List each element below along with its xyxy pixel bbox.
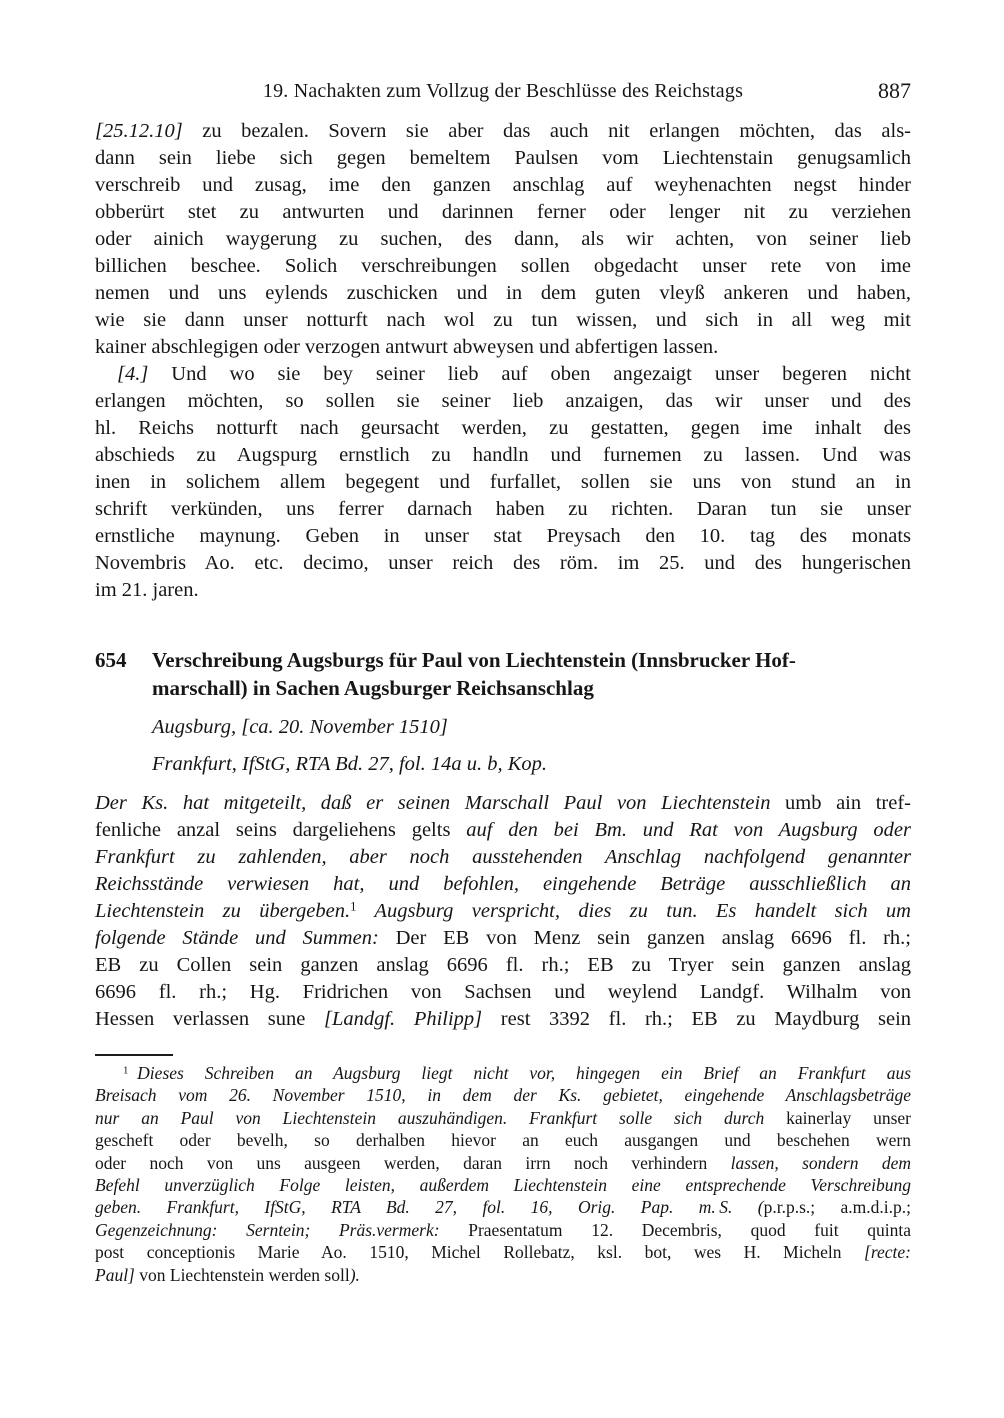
text-line (95, 1006, 911, 1033)
text-segment: hl. Reichs notturft nach geursacht werden, zu gestatten, gegen ime inhalt des (95, 417, 911, 439)
text-segment: erlangen möchten, so sollen sie seiner lieb anzaigen, das wir unser und des (95, 390, 911, 412)
text-segment: abschieds zu Augspurg ernstlich zu handln und furnemen zu lassen. Und was (95, 444, 911, 466)
text-segment: Und wo sie bey seiner lieb auf oben angezaigt unser begeren nicht (148, 363, 911, 385)
text-segment: 6696 fl. rh.; Hg. Fridrichen von Sachsen und weylend Landgf. Wilhalm von (95, 981, 911, 1003)
text-segment: Praesentatum 12. Decembris, quod fuit quinta (468, 1219, 911, 1240)
text-segment: nur an Paul von Liechtenstein auszuhändigen. Frankfurt solle sich durch (95, 1107, 787, 1128)
text-segment: billichen beschee. Solich verschreibungen sollen obgedacht unser rete von ime (95, 255, 911, 277)
text-segment: Gegenzeichnung: Serntein; Präs.vermerk: (95, 1219, 469, 1240)
text-line (95, 1264, 911, 1286)
text-segment: ernstliche maynung. Geben in unser stat Preysach den 10. tag des monats (95, 525, 911, 547)
footnote-area (95, 1054, 911, 1286)
text-segment: Frankfurt zu zahlenden, aber noch ausstehenden Anschlag nachfolgend genannter (95, 846, 911, 868)
text-line (95, 925, 911, 952)
text-line (95, 226, 911, 253)
text-segment: verschreib und zusag, ime den ganzen anschlag auf weyhenachten negst hinder (95, 174, 911, 196)
text-segment: Dieses Schreiben an Augsburg liegt nicht vor, hingegen ein Brief an Frankfurt aus (128, 1063, 911, 1083)
text-segment: post conceptionis Marie Ao. 1510, Michel Rollebatz, ksl. bot, wes H. Micheln (95, 1242, 865, 1263)
footnote-separator-rule (95, 1054, 173, 1056)
text-segment: oder noch von uns ausgeen werden, daran irrn noch verhindern (95, 1152, 731, 1173)
text-segment: p.r.p.s.; a.m.d.i.p.; (763, 1197, 911, 1218)
entry-date-line: Augsburg, [ca. 20. November 1510] (152, 716, 448, 738)
text-segment: obberürt stet zu antwurten und darinnen ferner oder lenger nit zu verziehen (95, 201, 911, 223)
text-segment: ). (349, 1264, 360, 1285)
text-segment: Hessen verlassen sune (95, 1008, 324, 1030)
text-segment: von Liechtenstein werden soll (134, 1264, 350, 1285)
text-line (95, 307, 911, 334)
text-segment: [Landgf. Philipp] (323, 1008, 483, 1030)
section-header-title: 19. Nachakten zum Vollzug der Beschlüsse des Reichstags (262, 80, 744, 102)
text-line (95, 199, 911, 226)
text-segment: fenliche anzal seins dargeliehens gelts (95, 819, 467, 841)
text-segment: [recte: (864, 1242, 911, 1263)
text-line (95, 952, 911, 979)
text-line (95, 790, 911, 817)
text-line (95, 334, 911, 361)
text-segment: kainer abschlegigen oder verzogen antwurt abweysen und abfertigen lassen. (95, 336, 719, 358)
text-segment: Der Ks. hat mitgeteilt, daß er seinen Marschall Paul von Liechtenstein (95, 792, 771, 814)
text-line (95, 1062, 911, 1084)
footnote-reference: 1 (123, 1064, 129, 1077)
text-line (95, 817, 911, 844)
text-segment: kainerlay unser (786, 1107, 911, 1128)
text-segment: im 21. jaren. (95, 579, 199, 601)
entry-654 (95, 646, 911, 1033)
entry-heading (95, 646, 911, 702)
text-segment: auf den bei Bm. und Rat von Augsburg oder (466, 819, 912, 841)
paragraph-4 (95, 361, 911, 604)
text-line (95, 1084, 911, 1106)
footnote-reference: 1 (350, 899, 357, 914)
text-line (95, 415, 911, 442)
text-line (95, 523, 911, 550)
text-line (95, 550, 911, 577)
text-line (95, 280, 911, 307)
text-segment: Augsburg verspricht, dies zu tun. Es handelt sich um (356, 900, 911, 922)
entry-title (152, 646, 796, 702)
text-line (95, 469, 911, 496)
text-segment: inen in solichem allem begegent und furfallet, sollen sie uns von stund an in (95, 471, 911, 493)
text-segment: EB zu Collen sein ganzen anslag 6696 fl. rh.; EB zu Tryer sein ganzen anslag (95, 954, 911, 976)
text-line (95, 1241, 911, 1263)
text-segment: dann sein liebe sich gegen bemeltem Paulsen vom Liechtenstain genugsamlich (95, 147, 911, 169)
text-segment: Novembris Ao. etc. decimo, unser reich des röm. im 25. und des hungerischen (95, 552, 911, 574)
text-segment: oder ainich waygerung zu suchen, des dann, als wir achten, von seiner lieb (95, 228, 911, 250)
text-segment: folgende Stände und Summen: (95, 927, 396, 949)
text-segment: wie sie dann unser notturft nach wol zu tun wissen, und sich in all weg mit (95, 309, 911, 331)
text-line (95, 496, 911, 523)
text-segment: rest 3392 fl. rh.; EB zu Maydburg sein (482, 1008, 912, 1030)
text-segment: nemen und uns eylends zuschicken und in dem guten vleyß ankeren und haben, (95, 282, 911, 304)
text-line (95, 898, 911, 925)
text-line (95, 118, 911, 145)
text-line (95, 1107, 911, 1129)
text-segment: Befehl unverzüglich Folge leisten, außerdem Liechtenstein eine entsprechende Verschreibung (95, 1175, 911, 1196)
text-line (95, 1129, 911, 1151)
text-segment: schrift verkünden, uns ferrer darnach haben zu richten. Daran tun sie unser (95, 498, 911, 520)
text-line (95, 1174, 911, 1196)
text-segment: geben. Frankfurt, IfStG, RTA Bd. 27, fol. 16, Orig. Pap. m. S. ( (95, 1197, 764, 1218)
paragraph-continuation (95, 118, 911, 361)
text-segment: [25.12.10] (95, 120, 183, 142)
entry-source-line: Frankfurt, IfStG, RTA Bd. 27, fol. 14a u. b, Kop. (152, 753, 548, 775)
entry-title-line: marschall) in Sachen Augsburger Reichsanschlag (152, 676, 594, 700)
text-segment: zu bezalen. Sovern sie aber das auch nit erlangen möchten, das als- (182, 120, 911, 142)
text-segment: Liechtenstein zu übergeben. (95, 900, 351, 922)
text-segment: [4.] (117, 363, 149, 385)
footnote-1 (95, 1062, 911, 1286)
running-header (95, 80, 911, 107)
text-segment: Der EB von Menz sein ganzen anslag 6696 fl. rh.; (395, 927, 911, 949)
entry-body (95, 790, 911, 1033)
text-line (95, 172, 911, 199)
text-line (95, 1219, 911, 1241)
text-line (95, 253, 911, 280)
entry-title-line: Verschreibung Augsburgs für Paul von Liechtenstein (Innsbrucker Hof- (152, 648, 796, 672)
main-text (95, 118, 911, 604)
text-segment: umb ain tref- (770, 792, 912, 814)
text-line (95, 361, 911, 388)
text-line (95, 871, 911, 898)
text-line (95, 388, 911, 415)
text-segment: Reichsstände verwiesen hat, und befohlen, eingehende Beträge ausschließlich an (95, 873, 911, 895)
entry-number: 654 (95, 648, 127, 672)
page-number: 887 (878, 78, 911, 103)
text-segment: gescheft oder bevelh, so derhalben hievor an euch ausgangen und beschehen wern (95, 1130, 911, 1151)
text-line (95, 577, 911, 604)
text-line (95, 844, 911, 871)
text-line (95, 1196, 911, 1218)
text-segment: lassen, sondern dem (730, 1152, 912, 1173)
text-segment: Breisach vom 26. November 1510, in dem der Ks. gebietet, eingehende Anschlagsbeträge (95, 1085, 911, 1106)
text-line (95, 1152, 911, 1174)
text-line (95, 979, 911, 1006)
text-segment: Paul] (95, 1264, 135, 1285)
text-line (95, 442, 911, 469)
text-line (95, 145, 911, 172)
